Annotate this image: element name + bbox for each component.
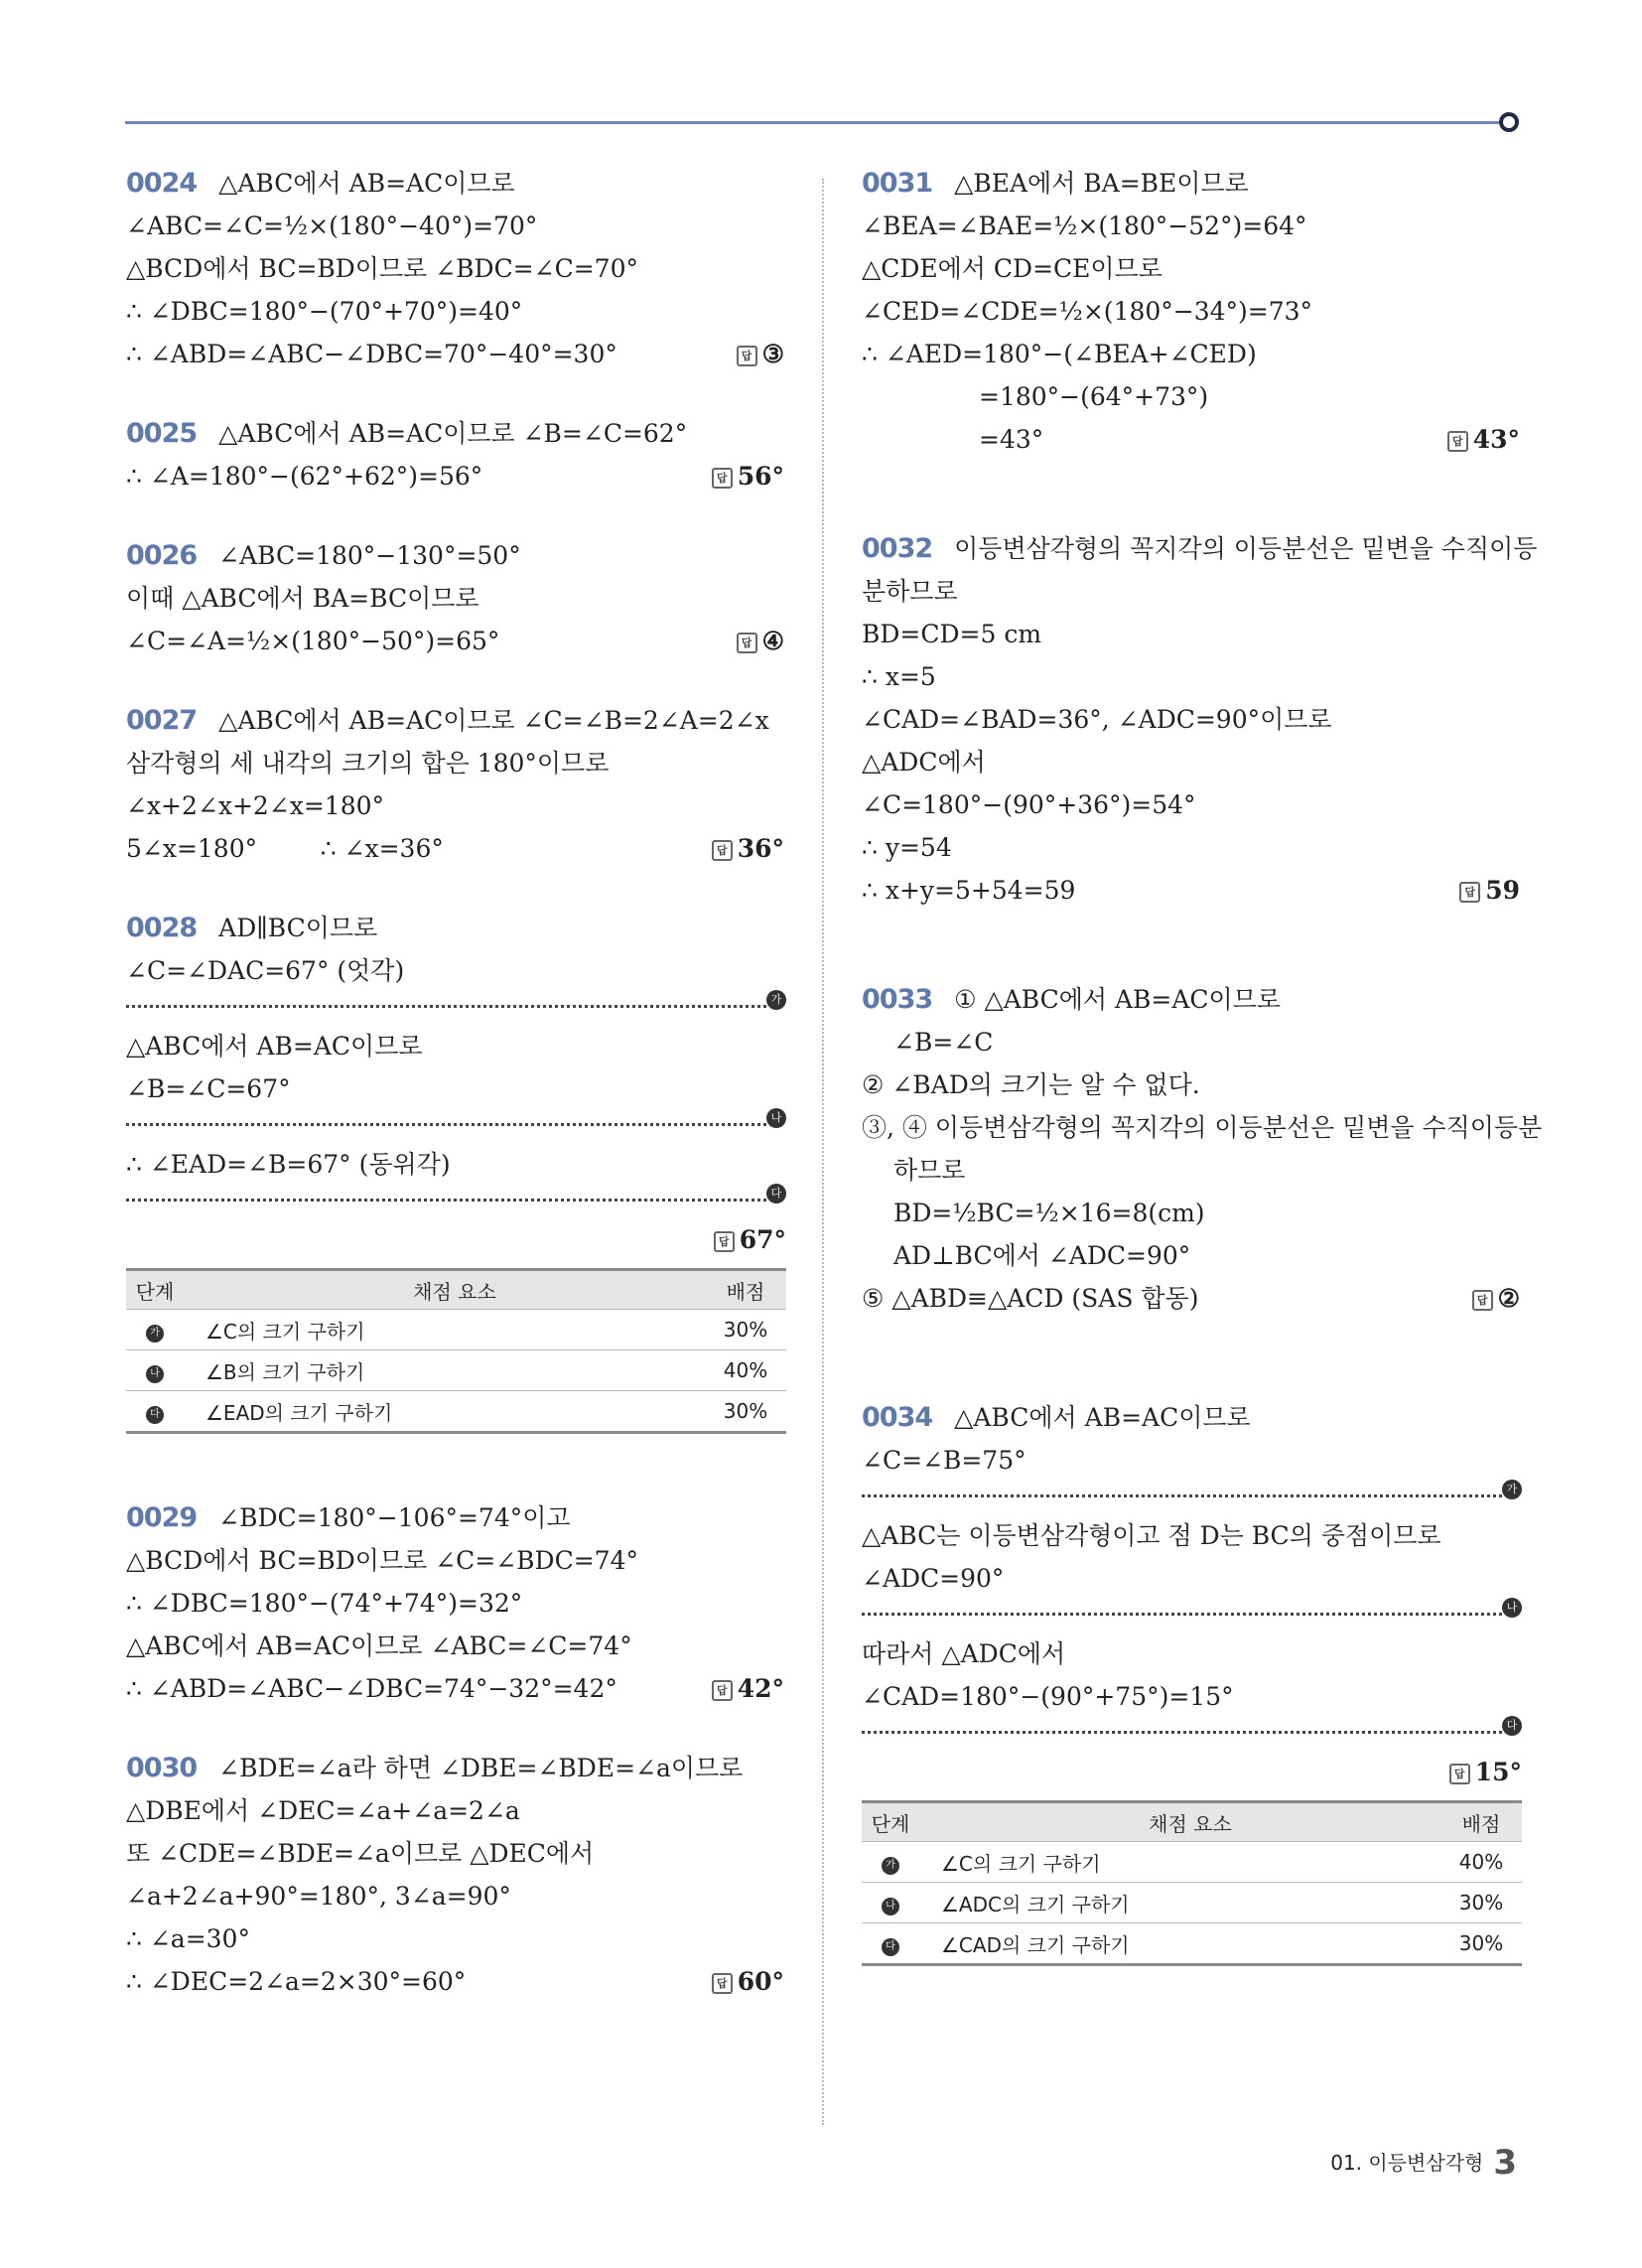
left-column <box>126 169 786 2047</box>
solution-line: ∠BDE=∠a라 하면 ∠DBE=∠BDE=∠a이므로 <box>218 1754 744 1782</box>
solution-0026 <box>126 541 786 656</box>
step-marker: 나 <box>882 1898 899 1915</box>
answer-icon: 답 <box>712 840 733 861</box>
solution-line: △ABC에서 AB=AC이므로 ∠ABC=∠C=74° <box>126 1631 632 1660</box>
answer <box>712 1967 784 1997</box>
table-row <box>862 1883 1522 1923</box>
solution-line: △ABC에서 AB=AC이므로 ∠B=∠C=62° <box>218 419 688 448</box>
step-divider <box>126 1111 782 1126</box>
solution-line: △ABC에서 AB=AC이므로 ∠C=∠B=2∠A=2∠x <box>218 706 769 735</box>
step-marker: 다 <box>146 1406 164 1424</box>
solution-line: ∴ ∠ABD=∠ABC−∠DBC=70°−40°=30° <box>126 340 617 368</box>
step-marker: 가 <box>882 1857 899 1875</box>
table-row <box>126 1310 786 1350</box>
solution-0031 <box>862 169 1522 455</box>
step-divider <box>862 1719 1518 1734</box>
answer <box>1459 876 1520 906</box>
solution-line: 이때 △ABC에서 BA=BC이므로 <box>126 584 479 613</box>
step-marker: 나 <box>146 1365 164 1383</box>
step-divider <box>126 993 782 1008</box>
header-score: 배점 <box>705 1270 786 1310</box>
solution-line: ∴ ∠DEC=2∠a=2×30°=60° <box>126 1967 467 1996</box>
table-row <box>126 1391 786 1433</box>
problem-number: 0027 <box>126 705 198 736</box>
solution-line: △DBE에서 ∠DEC=∠a+∠a=2∠a <box>126 1796 520 1825</box>
task-cell: ∠C의 크기 구하기 <box>184 1310 705 1350</box>
problem-number: 0025 <box>126 418 198 449</box>
solution-line: ∠x+2∠x+2∠x=180° <box>126 791 385 820</box>
problem-number: 0033 <box>862 984 933 1015</box>
score-cell: 40% <box>1440 1842 1522 1883</box>
step-divider <box>862 1483 1518 1497</box>
answer-value: ③ <box>761 340 784 368</box>
answer <box>712 834 784 864</box>
problem-number: 0028 <box>126 913 198 943</box>
solution-0025 <box>126 419 786 492</box>
step-marker: 나 <box>1502 1598 1522 1618</box>
solution-line: ∠ABC=∠C=½×(180°−40°)=70° <box>126 212 538 240</box>
header-rule-dot <box>1499 112 1519 132</box>
answer-value: 67° <box>739 1225 786 1254</box>
solution-0030 <box>126 1754 786 1997</box>
answer-icon: 답 <box>737 346 757 366</box>
solution-line: ∴ ∠EAD=∠B=67° (동위각) <box>126 1150 451 1179</box>
solution-line: 삼각형의 세 내각의 크기의 합은 180°이므로 <box>126 749 610 778</box>
table-row <box>126 1350 786 1391</box>
solution-line: BD=½BC=½×16=8(cm) <box>893 1199 1205 1227</box>
answer <box>1472 1284 1520 1314</box>
solution-line: =43° <box>979 425 1044 454</box>
header-task: 채점 요소 <box>919 1802 1440 1842</box>
solution-line: △ABC에서 AB=AC이므로 <box>954 1403 1251 1432</box>
header-step: 단계 <box>862 1802 919 1842</box>
solution-line: ∠C=180°−(90°+36°)=54° <box>862 790 1196 819</box>
solution-line: ∠BDC=180°−106°=74°이고 <box>218 1503 571 1532</box>
scoring-table <box>862 1800 1522 1966</box>
problem-number: 0029 <box>126 1502 198 1533</box>
answer-icon: 답 <box>712 468 733 489</box>
solution-line: ∴ ∠AED=180°−(∠BEA+∠CED) <box>862 340 1257 368</box>
solution-line: ∠ADC=90° <box>862 1564 1005 1593</box>
solution-line: ∠C=∠A=½×(180°−50°)=65° <box>126 627 500 655</box>
solution-line: ∠CAD=180°−(90°+75°)=15° <box>862 1682 1234 1711</box>
solution-line: =180°−(64°+73°) <box>979 382 1209 411</box>
table-row <box>862 1842 1522 1883</box>
answer <box>712 462 784 492</box>
solution-line: ∴ y=54 <box>862 833 952 862</box>
answer <box>126 1225 786 1255</box>
solution-line: △ABC에서 AB=AC이므로 <box>126 1032 423 1061</box>
problem-number: 0032 <box>862 533 933 564</box>
header-rule <box>125 121 1511 124</box>
solution-0024 <box>126 169 786 369</box>
solution-line: ① △ABC에서 AB=AC이므로 <box>954 985 1282 1014</box>
solution-line: ∴ ∠DBC=180°−(70°+70°)=40° <box>126 297 523 326</box>
task-cell: ∠C의 크기 구하기 <box>919 1842 1440 1883</box>
solution-line: △BEA에서 BA=BE이므로 <box>954 169 1249 198</box>
answer-value: 60° <box>737 1967 784 1996</box>
solution-0033 <box>862 984 1543 1314</box>
solution-line: ∠B=∠C=67° <box>126 1074 291 1103</box>
answer-icon: 답 <box>1472 1290 1493 1311</box>
solution-line: 이등변삼각형의 꼭지각의 이등분선은 밑변을 수직이등 <box>954 534 1538 563</box>
solution-line: △ABC에서 AB=AC이므로 <box>218 169 515 198</box>
answer-icon: 답 <box>1449 1764 1470 1784</box>
answer-icon: 답 <box>714 1231 735 1252</box>
step-divider <box>126 1187 782 1202</box>
table-row <box>862 1923 1522 1965</box>
answer-icon: 답 <box>712 1973 733 1994</box>
answer <box>737 627 784 656</box>
solution-line: 따라서 △ADC에서 <box>862 1639 1066 1668</box>
chapter-label: 01. 이등변삼각형 <box>1330 2151 1484 2175</box>
solution-line: ∠CED=∠CDE=½×(180°−34°)=73° <box>862 297 1313 326</box>
header-task: 채점 요소 <box>184 1270 705 1310</box>
page-number: 3 <box>1493 2143 1517 2183</box>
task-cell: ∠ADC의 크기 구하기 <box>919 1883 1440 1923</box>
step-marker: 가 <box>146 1325 164 1343</box>
step-marker: 나 <box>766 1108 786 1128</box>
solution-line: ∠C=∠DAC=67° (엇각) <box>126 956 405 985</box>
solution-line: ∠C=∠B=75° <box>862 1446 1026 1475</box>
answer-value: 43° <box>1472 425 1520 454</box>
header-step: 단계 <box>126 1270 184 1310</box>
answer-icon: 답 <box>737 633 757 653</box>
step-marker: 다 <box>1502 1716 1522 1736</box>
answer <box>712 1674 784 1704</box>
header-score: 배점 <box>1440 1802 1522 1842</box>
problem-number: 0030 <box>126 1753 198 1783</box>
solution-0032 <box>862 533 1538 906</box>
solution-line: △CDE에서 CD=CE이므로 <box>862 254 1163 283</box>
table-header <box>126 1270 786 1310</box>
score-cell: 30% <box>1440 1883 1522 1923</box>
solution-line: BD=CD=5 cm <box>862 620 1042 648</box>
solution-line: ③, ④ 이등변삼각형의 꼭지각의 이등분선은 밑변을 수직이등분 <box>862 1113 1543 1142</box>
step-marker: 다 <box>766 1184 786 1204</box>
solution-line: ∴ ∠A=180°−(62°+62°)=56° <box>126 462 483 491</box>
solution-0028 <box>126 914 786 1434</box>
solution-line: ∴ x=5 <box>862 662 936 691</box>
solution-line: AD∥BC이므로 <box>218 914 378 942</box>
problem-number: 0026 <box>126 540 198 571</box>
solution-line: ② ∠BAD의 크기는 알 수 없다. <box>862 1070 1200 1099</box>
scoring-table <box>126 1268 786 1434</box>
score-cell: 40% <box>705 1350 786 1391</box>
task-cell: ∠EAD의 크기 구하기 <box>184 1391 705 1433</box>
solution-line: ⑤ △ABD≡△ACD (SAS 합동) <box>862 1284 1199 1313</box>
solution-0034 <box>862 1403 1522 1966</box>
solution-line: ∴ ∠ABD=∠ABC−∠DBC=74°−32°=42° <box>126 1674 617 1703</box>
solution-line: ∴ ∠a=30° <box>126 1924 250 1953</box>
task-cell: ∠CAD의 크기 구하기 <box>919 1923 1440 1965</box>
answer-value: 56° <box>737 462 784 491</box>
answer <box>862 1758 1522 1787</box>
answer <box>1447 425 1520 455</box>
answer-value: 36° <box>737 834 784 863</box>
step-divider <box>862 1601 1518 1616</box>
answer-icon: 답 <box>1459 882 1480 903</box>
solution-line: 하므로 <box>893 1156 966 1185</box>
solution-line: 5∠x=180° ∴ ∠x=36° <box>126 834 444 863</box>
solution-line: ∴ ∠DBC=180°−(74°+74°)=32° <box>126 1589 523 1618</box>
solution-line: ∠B=∠C <box>893 1028 994 1057</box>
answer <box>737 340 784 369</box>
answer-value: 59 <box>1485 876 1520 905</box>
answer-icon: 답 <box>712 1680 733 1701</box>
table-header <box>862 1802 1522 1842</box>
problem-number: 0024 <box>126 168 198 199</box>
answer-icon: 답 <box>1447 431 1468 452</box>
solution-line: △BCD에서 BC=BD이므로 ∠BDC=∠C=70° <box>126 254 638 283</box>
answer-value: 15° <box>1474 1758 1522 1786</box>
solution-line: △ADC에서 <box>862 748 986 777</box>
solution-line: 분하므로 <box>862 577 958 606</box>
page-footer <box>1330 2143 1517 2183</box>
score-cell: 30% <box>1440 1923 1522 1965</box>
right-column <box>862 168 1543 2016</box>
solution-line: ∠a+2∠a+90°=180°, 3∠a=90° <box>126 1882 511 1911</box>
answer-value: ② <box>1497 1284 1520 1313</box>
solution-line: AD⊥BC에서 ∠ADC=90° <box>893 1241 1191 1270</box>
task-cell: ∠B의 크기 구하기 <box>184 1350 705 1391</box>
solution-line: ∠BEA=∠BAE=½×(180°−52°)=64° <box>862 212 1307 240</box>
step-marker: 가 <box>1502 1480 1522 1499</box>
score-cell: 30% <box>705 1391 786 1433</box>
solution-line: △BCD에서 BC=BD이므로 ∠C=∠BDC=74° <box>126 1546 638 1575</box>
solution-line: ∠ABC=180°−130°=50° <box>218 541 521 570</box>
solution-line: ∴ x+y=5+54=59 <box>862 876 1076 905</box>
problem-number: 0034 <box>862 1402 933 1433</box>
solution-0027 <box>126 706 786 864</box>
answer-value: ④ <box>761 627 784 655</box>
score-cell: 30% <box>705 1310 786 1350</box>
problem-number: 0031 <box>862 168 933 199</box>
step-marker: 다 <box>882 1938 899 1956</box>
answer-value: 42° <box>737 1674 784 1703</box>
solution-line: △ABC는 이등변삼각형이고 점 D는 BC의 중점이므로 <box>862 1521 1441 1550</box>
step-marker: 가 <box>766 990 786 1010</box>
column-divider <box>822 179 824 2125</box>
solution-0029 <box>126 1503 786 1704</box>
solution-line: 또 ∠CDE=∠BDE=∠a이므로 △DEC에서 <box>126 1839 595 1868</box>
solution-line: ∠CAD=∠BAD=36°, ∠ADC=90°이므로 <box>862 705 1332 734</box>
